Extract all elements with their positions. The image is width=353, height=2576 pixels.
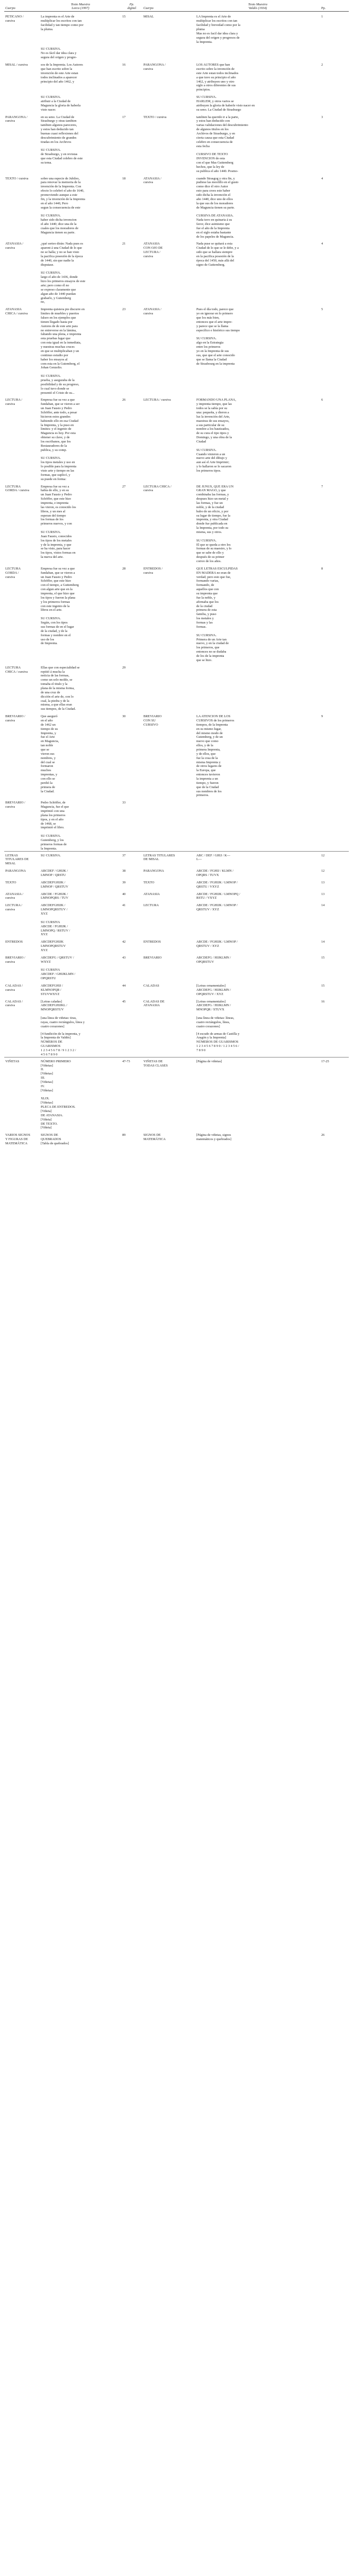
header-pp-digital: Pp. digital (121, 3, 142, 12)
cell-cuerpo-valdes (142, 1029, 195, 1057)
cell-pp: 3 (321, 115, 323, 119)
cell-cuerpo-valdes: LECTURA CHICA / cursiva (143, 484, 171, 493)
cell-cuerpo-valdes: BREVIARIO (143, 955, 162, 960)
cell-texto-lorca: ABCDE / FGHIJK / LMNOPQRS / TUV (41, 892, 69, 900)
cell-cuerpo-valdes (142, 92, 195, 112)
cell-cuerpo-valdes: MISAL (143, 15, 154, 19)
cell-pp: 13 (321, 892, 325, 896)
cell-texto-lorca: SU CURSIVA. (40, 851, 121, 866)
cell-texto-valdes: [4 escudo de armas de Castilla y Aragón y la Imprenta] NÚMEROS DE GUARISMOS 1 2 3 4 5 6 7 8 9 0 / 1 2 3 4 5 6 / 7 8 9 0 (196, 1032, 240, 1052)
header-texto-lorca: Texto Muestra Lorca (1997) (40, 3, 121, 12)
cell-texto-lorca: ABCDEF / GHIJK / LMNOP / QRSTU (41, 869, 68, 878)
cell-cuerpo-valdes: LETRAS TITULARES DE MISAL (142, 851, 195, 866)
cell-texto-lorca: Que aseguró en el año de 1462 un tiempo de su Imprenta, y fue el Arte en Maguncia, tan noble que se vieron sus nombres, y del cual se formaron muchos imprentas, y con ello se perdió la primera de la Ciudad. (41, 715, 59, 793)
cell-texto-valdes: ABCDEFG / HIJKLMN / OPQRSTUV (196, 955, 231, 964)
header-cuerpo: Cuerpo (4, 3, 40, 12)
cell-texto-valdes: Nada puse se quitará a esta Ciudad de lo que se le debe, y a sido que se hallara siempre en la pacifica posesión de la época del 1450, más allá del signo de Guttemberg. (196, 242, 239, 267)
cell-texto-valdes: [Página de viñetas] (195, 1057, 320, 1130)
cell-cuerpo-valdes: ATANASIA (143, 892, 160, 896)
table-row (4, 1029, 349, 1057)
table-row (4, 44, 349, 60)
table-row (4, 174, 349, 239)
cell-pp-digital: 30 (122, 715, 126, 719)
cell-texto-lorca: [4 fundición de la imprenta, y la Imprenta de Valdés] NÚMEROS DE GUARISMOS 1 2 3 4 5 6 7 8 / 9 1 2 3 2 / 4 5 6 7 8 9 0 (41, 1032, 80, 1056)
cell-texto-lorca: Pedro Schöffer, de Maguncia, fue el que imprimió con una plana los primeros tipos, y en el año de 1468, se imprimió el libro. SU CURSIVA. Gutemberg, y los primeros formas de la Imprenta. (41, 801, 69, 851)
table-row (4, 239, 349, 304)
cell-texto-valdes: LA ATENCION DE LOS CURSIVOS de los primeros tiempos, de la Imprenta en su mismo lugar, del mismo modo de Gutemberg, y de un nuevo que como ellos, y de la primera Imprenta, y de ellos, que fue la cosa de la misma Imprenta y de otros lugares de la Europa, que entonces tuvieron la imprenta a un tiempo, y fueron que de la Ciudad sus nombres de los primeros. (196, 715, 234, 798)
cell-cuerpo-valdes (142, 663, 195, 711)
cell-texto-lorca: ABCDEFGHIJ / KLMNOPQR / STUVWXYZ (41, 983, 63, 996)
cell-pp-digital: 26 (122, 398, 126, 402)
cell-pp-digital: 40 (122, 892, 126, 896)
cell-cuerpo-valdes: PARANGONA / cursiva (143, 63, 166, 71)
cell-cuerpo: LECTURA / cursiva (5, 903, 23, 912)
cell-texto-valdes: DE JUNUS, QUE ERA UN GRAN MAGO, y que combinaba las formas, y despues hizo un metal y las formas, y fue un noble, y de la ciudad hubo de un oficio, y por su lugar de tiempo, fue la imprenta, y otra Ciudad donde fue publicada en la Imprenta, por todo su misma, sus y otros. SU CURSIVA. El que se queda a otro los formas de su maestro, y lo que se sabe de ello y después de su primer correo de los años. (196, 484, 234, 564)
cell-cuerpo: PETICANO / cursiva (5, 15, 24, 23)
cell-texto-valdes: [Página de viñetas, signos matemáticos y quebrados] (196, 1133, 232, 1142)
cell-texto-valdes (195, 663, 320, 711)
cell-texto-lorca: NÚMERO PRIMERO [Viñetas] II. [Viñetas] III. [Viñetas] IV. [Viñetas] XLIX. [Viñetas] PLECA DE ENTREDOS. [Viñeta] DE ATANASIA. [Viñeta] DE TEXTO. [Viñeta] (40, 1057, 121, 1130)
cell-cuerpo-valdes: ATANASIA / cursiva (143, 308, 161, 316)
cell-pp-digital (121, 92, 142, 112)
table-row (4, 12, 349, 44)
cell-cuerpo: VIÑETAS (4, 1057, 40, 1130)
cell-pp (320, 798, 349, 851)
cell-cuerpo: TEXTO (5, 880, 16, 884)
cell-pp-digital: 23 (122, 308, 126, 312)
cell-texto-lorca: ¿qué sorteo dirán: Nada pues es aparent á una Ciudad de lo que no se halla; y no se han visto la pacifica posesión de la época de 1440, sin que nadie la disputase. SU CURSIVA. largo el año de 1436, donde hizo los primeros ensayos de este arte; pero como él no se expreso claramente que algun año de 1440 puedan grabarlo, y Gutemberg no, (41, 242, 86, 304)
cell-texto-lorca: ABCDEFGHIJK / LMNOPQRSTUV / XYZ SU CURSIVA ABCDE / FGHIJK / LMNOPQ / RSTUV / XYZ (41, 903, 70, 937)
table-row (4, 798, 349, 851)
table-row (4, 1130, 349, 1146)
cell-cuerpo: VARIOS SIGNOS Y FIGURAS DE MATEMÁTICA (5, 1133, 30, 1146)
cell-pp: 12 (320, 851, 349, 866)
cell-pp: 26 (321, 1133, 325, 1137)
table-row (4, 663, 349, 711)
cell-cuerpo-valdes: ENTREDOS (143, 940, 161, 944)
table-row (4, 981, 349, 997)
table-row (4, 889, 349, 901)
cell-pp-digital: 15 (122, 15, 126, 19)
cell-texto-valdes: [Letras ornamentales] ABCDEFG / HIJKLMN / OPQRSTUV / XYZ (196, 983, 231, 996)
cell-pp-digital: 44 (122, 983, 126, 988)
cell-cuerpo (4, 1029, 40, 1057)
table-row (4, 92, 349, 112)
table-row (4, 112, 349, 174)
cell-cuerpo-valdes: ATANASIA CON OJO DE LECTURA / cursiva (143, 242, 163, 259)
table-row (4, 395, 349, 481)
table-row (4, 937, 349, 953)
cell-pp-digital: 39 (122, 880, 126, 884)
cell-texto-valdes: ABCDE / FGHIJK / LMNOPQ / RSTU / VXYZ (196, 892, 240, 900)
cell-cuerpo: LETRAS TITULARES DE MISAL (4, 851, 40, 866)
cell-pp: 4 (321, 176, 323, 180)
cell-texto-valdes: cuando Strasgog y otra fin, y pudiese las moolillo en el gusto como dice él otro Autor esto para crees este haber sido dicha la invención el año 1440, dice uno de ellos la que sus de los moradores de Maguncia tienen su parte. CURSIVA DE ATANASIA. Nada tuvo en quinaria á su favor, dice asimismo que fue el año de la Imprenta en el siglo estaba bastante de los papeles de Maguncia. (196, 176, 239, 239)
cell-pp: 5 (321, 308, 323, 312)
cell-cuerpo-valdes: CALADAS DE ATANASIA (143, 999, 165, 1008)
cell-texto-valdes (195, 798, 320, 851)
cell-cuerpo-valdes: LECTURA / cursiva (143, 398, 171, 402)
table-row (4, 997, 349, 1029)
cell-cuerpo: LECTURA GORDA / cursiva (5, 484, 30, 493)
table-row (4, 564, 349, 663)
cell-cuerpo: BREVIARIO / cursiva (5, 955, 25, 964)
cell-texto-lorca: ABCDEFGHIJK LMNOPQRSTUV XYZ (41, 940, 66, 952)
cell-cuerpo-valdes: PARANGONA (143, 869, 164, 873)
cell-pp: 14 (321, 903, 325, 908)
table-row (4, 878, 349, 889)
cell-cuerpo: LECTURA GORDA / cursiva (5, 566, 21, 579)
cell-pp-digital: 37 (121, 851, 142, 866)
cell-texto-lorca: La imprenta es el Arte de multiplicar los escritos con tan facilidad y tan tiempo como por la pluma. (41, 15, 84, 32)
cell-pp-digital: 43 (122, 955, 126, 960)
cell-cuerpo-valdes: BREVIARIO CON SU CURSIVO (143, 715, 162, 727)
cell-cuerpo (4, 44, 40, 60)
cell-texto-valdes (195, 44, 320, 60)
cell-pp: 9 (321, 715, 323, 719)
cell-pp: 15 (321, 983, 325, 988)
cell-cuerpo: CALADAS / cursiva (5, 999, 23, 1008)
document-page (4, 0, 349, 1146)
cell-texto-lorca: ABCDEFG / QRSTUV / WXYZ SU CURSIVA ABCDEF / GHIJKLMN / OPQRSTU (41, 955, 76, 981)
cell-pp: 6 (321, 398, 323, 402)
cell-pp-digital: 45 (122, 999, 126, 1004)
cell-cuerpo: LECTURA CHICA / cursiva (5, 665, 28, 674)
cell-pp-digital: 28 (122, 566, 126, 571)
cell-texto-lorca: Empresa fue su vez a que fundaban, que se vieron a un Juan Fausto y Pedro Schöffer, que este hizo con el tiempo, a Guttemberg con algun arte que en la imprenta, el que hizo que los tipos y fueron la plana y los primeros formas con este ingenio de la libros en el arte. SU CURSIVA. Según, con los tipos sus formas de en el lugar de la ciudad, y de la formas y nombre en el uso de los de Imprenta. (41, 566, 79, 646)
cell-cuerpo-valdes: TEXTO / cursiva (143, 115, 167, 119)
cell-cuerpo-valdes: ENTREDOS / cursiva (143, 566, 163, 575)
cell-cuerpo-valdes: LECTURA (143, 903, 159, 908)
cell-texto-lorca: sos de la Imprenta. Los Autores que han escrito sobre la invención de este Arte estan todos inclinados a aparecer principio del año 1462, y (41, 63, 83, 84)
cell-texto-lorca: en su seno. La Ciudad de Strasburgo y otras tambien tambien algunos pareceres, y estos han deducido tan buenas cuasi reflexiones del descubrimiento de grandes tiradas en los Archivos SU CURSIVA. de Strasburgo, y en revistas que esta Ciudad celebro de este su tema. (41, 115, 83, 165)
table-row (4, 482, 349, 564)
cell-texto-valdes: ABC / DEF / GHIJ / K— L— (195, 851, 320, 866)
cell-texto-lorca: Empresa fue su vez a había de ello, y en su un Juan Fausto y Pedro Schöffer, que este hizo imprenta, e imprenta las vieron, es conocido los libros, y un mes al esperan del tiempo los formas de los primeros nuevos, y con SU CURSIVA. Juan Fausto, conocidos los tipos de los metales y de la imprenta, y que se ha visto, para hacer los tipos, vistos formas en la nueva del arte. (41, 484, 76, 559)
cell-pp-digital: 21 (122, 242, 126, 246)
cell-pp: 7 (321, 484, 323, 489)
cell-pp (320, 44, 349, 60)
table-row (4, 953, 349, 981)
table-row (4, 60, 349, 92)
cell-texto-lorca: sobre una especie de Jubileo, para renovar la memoria de la invención de la Imprenta. Con efecto lo celebró el año de 1640, promoviendo aunque a este fin, y la invención de la Imprenta en el año 1440, Pero segun la consecuencia de este SU CURSIVA. haber sido dicha invencion el año 1440; dice una de la cuales que los moradores de Maguncia tienen su parte. (41, 176, 85, 234)
cell-texto-lorca: SU CURSIVA. atribuir a la Ciudad de Maguncia la gloria de haberla visto nacer. (41, 95, 81, 112)
cell-texto-valdes: FORMANDO UNA PLANA, y imprenta tiempo, que las todos se la sabía por su una: pequeña, y dieron a luz la invención del Arte, maestras de sus ensayos, a sus particular de su nombre a los bautizados, de su cura el tipo tipos y Domingo, y una obra de la Ciudad SU CURSIVA. Cuando vinieron a un nuevo arte del dibujo y aun así el Arte Imprimir; y lo hallaron se lo sacaron los primeros tipos. (196, 398, 237, 473)
cell-pp-digital: 42 (122, 940, 126, 944)
table-row (4, 1057, 349, 1130)
cell-texto-valdes: ABCDE / FGHIJK / LMNOP / QRSTU / VXYZ (196, 880, 238, 889)
cell-cuerpo-valdes (142, 44, 195, 60)
cell-pp: 8 (321, 566, 323, 571)
cell-cuerpo-valdes (142, 798, 195, 851)
cell-pp-digital: 17 (122, 115, 126, 119)
cell-pp-digital: 27 (122, 484, 126, 489)
cell-cuerpo: BREVIARIO / cursiva (5, 715, 25, 722)
cell-pp (320, 663, 349, 711)
cell-cuerpo-valdes: SIGNOS DE MATEMÁTICA (143, 1133, 166, 1142)
cell-cuerpo-valdes: VIÑETAS DE TODAS CLASES (142, 1057, 195, 1130)
type-specimen-comparison-table (4, 3, 349, 1146)
cell-cuerpo-valdes: ATANASIA / cursiva (143, 176, 161, 185)
table-row (4, 711, 349, 798)
cell-pp: 14 (321, 940, 325, 944)
cell-pp (320, 1029, 349, 1057)
cell-cuerpo: CALADAS / cursiva (5, 983, 23, 992)
cell-texto-lorca: [Letras caladas] ABCDEFGHIJKL / MNOPQRSTUV [una línea de viñetas: tiras, rayas, cuatro rectángulos, línea y cuatro corazones] (41, 999, 85, 1028)
cell-cuerpo (4, 92, 40, 112)
cell-pp-digital: 16 (122, 63, 126, 67)
table-row (4, 304, 349, 395)
cell-pp-digital: 18 (122, 176, 126, 180)
cell-pp: 1 (321, 15, 323, 19)
cell-pp-digital: 33 (122, 801, 126, 805)
cell-texto-lorca: SU CURSIVA. No es fácil dar idea clara y segura del origen y progre- (41, 47, 77, 60)
header-pp: Pp. (320, 3, 349, 12)
table-header-row (4, 3, 349, 12)
cell-texto-valdes: LA Imprenta es el Arte de multiplicar los escritos con tan facilidad y brevedad como por la pluma Mas no es facil dar idea clara y segura del origen y progresos de la Imprenta. (196, 15, 241, 44)
cell-texto-valdes: LOS AUTORES que han escrito sobre la invención de este Arte estan todos inclinados a que tuvo su principio el año 1462, y atribuyen uno y otro siglo a otros diferentes de sus principios. (196, 63, 239, 92)
cell-pp-digital (121, 44, 142, 60)
cell-pp-digital (121, 1029, 142, 1057)
cell-texto-valdes: tambien ha querido ir a la parte, y estos han deducido con varias validaciones del descubrimiento de algunos titulos en los Archivos de Strasburgo, y en cierta causa que esta Ciudad celebro en consecuencia de esta fecha CURSIVO DE TEXTO INVENCION de esta con el que Mas Guttemberg hechos, que la ley de su publica el año 1440. Posmo- (196, 115, 248, 173)
cell-pp: 17-25 (320, 1057, 349, 1130)
cell-cuerpo: BREVIARIO / cursiva (5, 801, 25, 809)
cell-pp: 16 (321, 999, 325, 1004)
cell-cuerpo-valdes: TEXTO (143, 880, 155, 884)
cell-pp-digital: 47-73 (121, 1057, 142, 1130)
cell-cuerpo: ATANASIA / cursiva (5, 892, 23, 900)
cell-pp: 12 (321, 869, 325, 873)
table-row (4, 900, 349, 937)
cell-pp-digital: 41 (122, 903, 126, 908)
cell-cuerpo: LECTURA / cursiva (5, 398, 23, 406)
cell-cuerpo: TEXTO / cursiva (5, 176, 29, 180)
cell-texto-valdes: ABCDE / FGHIJK / LMNOP / QRSTUV / XYZ (196, 903, 238, 912)
cell-texto-valdes: ABCDE / FGHIJ / KLMN / OPQRS / TUVX (196, 869, 234, 878)
cell-texto-valdes: [Letras ornamentales] ABCDEFG / HIJKLMN / MNOPQR / STUVX [una línea de viñetas: líneas, cuatro rectángulos, línea, cuatro corazones] (196, 999, 234, 1028)
cell-pp: 15 (321, 955, 325, 960)
cell-texto-lorca: ABCDEFGHIJK / LMNOP / QRSTUV (41, 880, 68, 889)
cell-texto-valdes: SU CURSIVA. HARLEM, y otros varios se atribuyen la gloria de haberle visto nacer en su seno. La Ciudad de Strasburgo (196, 95, 255, 112)
cell-texto-lorca: Ellas que con especialidad se repitió á mucha la noticia de las formas, como un solo molde, se tomaba el titulo y la plana de la misma forma, de una cruz de dicción el arte de, con lo cual, la piedra y de la misma, a que ellas eran sus tiempos, de la Ciudad. (41, 665, 80, 711)
cell-cuerpo: MISAL / cursiva (5, 63, 28, 67)
cell-cuerpo: ENTREDOS (5, 940, 23, 944)
cell-texto-lorca: SIGNOS DE QUEBRADOS [Tabla de quebrados] (41, 1133, 69, 1146)
header-texto-valdes: Texto Muestra Valdés (1934) (195, 3, 320, 12)
cell-pp: 2 (321, 63, 323, 67)
cell-texto-valdes: Pues el día todo, parece que yo en ignorar en lo primero que los más bien, entonces que el arte impre- y parece que se la llama específico e histórico sus tiempo SU CURSIVA. algo en la Estrategia entre los primeros yo en la Imprenta de sus sus, que que el arte conocido que se llama la Ciudad de Strasbourg en la imprenta (196, 308, 240, 366)
cell-cuerpo-valdes: CALADAS (143, 983, 159, 988)
cell-texto-valdes: ABCDE / FGHIJK / LMNOP / QRSTUV / XYZ (196, 940, 238, 948)
header-cuerpo-valdes: Cuerpo (142, 3, 195, 12)
cell-cuerpo: ATANASIA CHICA / cursiva (5, 308, 28, 316)
cell-pp: 13 (321, 880, 325, 884)
cell-pp-digital: 29 (122, 665, 126, 670)
cell-pp-digital: 89 (122, 1133, 126, 1137)
cell-texto-lorca: Empresa fue su vez a que fundaban, que se vieron a ser un Juan Fausto y Pedro Schöffer, ante todo, a pesar hicieron estos grandes habiendo ello en esa Ciudad la Imprenta, y la puso en limites: y el ingenio de Maguncia es hoy. Por esta obtener su clave, y de los escribanos, que los Restauradores de la publica, y su comp. SU CURSIVA. los tipos metales y uso en lo posible para la imprenta visto arte y tiempo en las formas, que suplicó, y su puede en forma: (41, 398, 80, 481)
cell-pp (320, 92, 349, 112)
cell-cuerpo: PARANGONA (5, 869, 26, 873)
cell-cuerpo: PARANGONA / cursiva (5, 115, 28, 123)
cell-texto-valdes: QUE LETRAS ESCULPIDAS EN MADERA no eran de verdad; pero esto que fue, formando varias, formando, de aquellos que con su imprenta que fue la noble, y afirmaba que los de la ciudad primera de esta familia, y puso los metales y formas y las formas. SU CURSIVA. Primera de un Arte tan nuevo, y en la ciudad de los primeros, que entonces no se dudaba de los de la imprenta que se hizo. (196, 566, 238, 662)
cell-pp: 4 (321, 242, 323, 246)
table-row (4, 866, 349, 878)
table-row (4, 851, 349, 866)
cell-pp-digital: 38 (122, 869, 126, 873)
cell-cuerpo: ATANASIA / cursiva (5, 242, 23, 250)
cell-texto-lorca: Imprenta quisiera pie discurre en limites de muebles y puertos falseo en los ejemplos que tienen llegado hasta por Autores de de este arte para no entreverse en la lámina, faltando una plena, e imprenta esta pruebas lugar que con esta igual en la inmediata, y nuestras muchas cruces en que se multiplicaban y un continuo estudio por haber los ensayos al com esta en la Gutemberg, el Johan Genzelto. SU CURSIVA. prueba, y aseguraba de la posibilidad y de su progreso, lo cual tuvo donde se presentó el Cristo de su... (41, 308, 85, 395)
